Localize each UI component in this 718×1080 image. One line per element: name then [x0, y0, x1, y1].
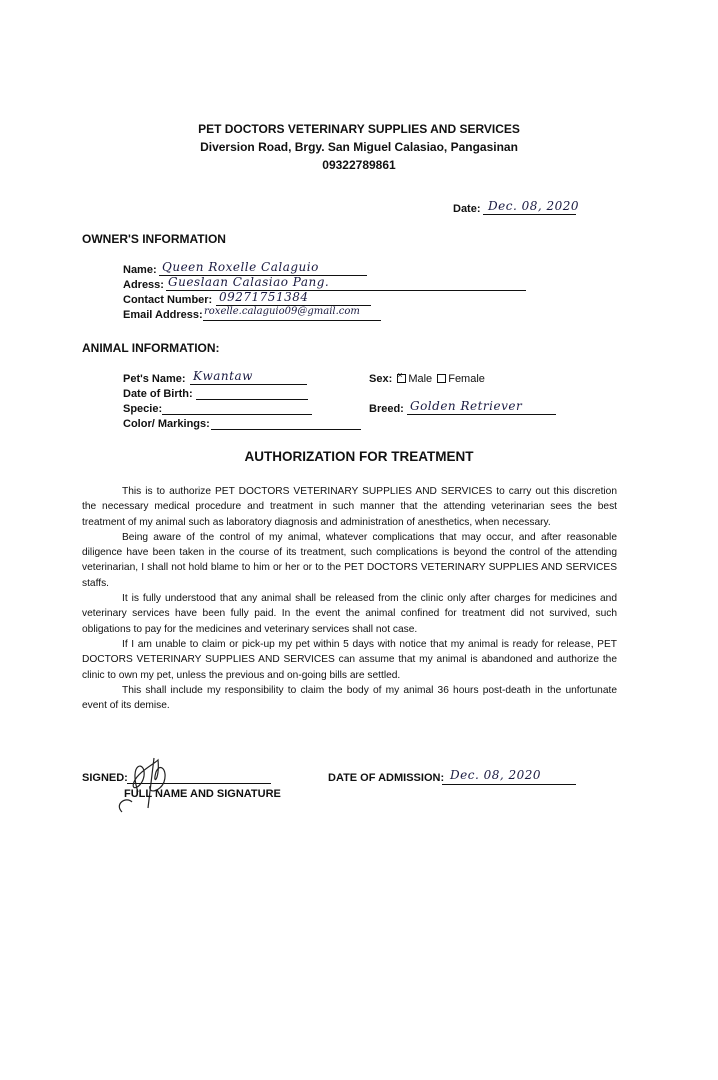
owner-email-label: Email Address: — [123, 309, 203, 321]
breed-value[interactable]: Golden Retriever — [410, 399, 523, 413]
owner-email-value[interactable]: roxelle.calaguio09@gmail.com — [204, 306, 360, 317]
breed-line — [407, 414, 556, 415]
female-option-label: Female — [448, 373, 485, 385]
authorization-paragraph: If I am unable to claim or pick-up my pet within 5 days with notice that my animal is ready for release, PET DOCTORS VETERINARY SUPPLIES AND SERVICES can assume that my animal is abandoned and authorize the clinic to own my pet, unless the previous and on-going bills are settled. — [82, 638, 617, 681]
authorization-paragraph: This is to authorize PET DOCTORS VETERINARY SUPPLIES AND SERVICES to carry out this discretion the necessary medical procedure and treatment in such manner that the attending veterinarian sees the best treatment of my animal such as laboratory diagnosis and administration of anesthetics, when necessary. — [82, 486, 617, 528]
owner-email-line — [203, 320, 381, 321]
specie-line[interactable] — [162, 414, 312, 415]
owner-contact-label: Contact Number: — [123, 294, 213, 306]
business-phone: 09322789861 — [322, 158, 396, 172]
date-label: Date: — [453, 203, 481, 215]
handwritten-signature[interactable] — [108, 752, 180, 814]
owner-address-label: Adress: — [123, 279, 164, 291]
dob-line[interactable] — [196, 399, 308, 400]
breed-label: Breed: — [369, 403, 404, 415]
admission-date-line — [442, 784, 576, 785]
female-checkbox[interactable] — [437, 374, 446, 383]
pet-name-value[interactable]: Kwantaw — [193, 369, 253, 383]
admission-date-value[interactable]: Dec. 08, 2020 — [450, 768, 542, 782]
date-value[interactable]: Dec. 08, 2020 — [488, 199, 580, 213]
animal-section-title: ANIMAL INFORMATION: — [82, 341, 220, 355]
signed-label: SIGNED: — [82, 772, 128, 784]
authorization-title: AUTHORIZATION FOR TREATMENT — [244, 449, 474, 464]
date-line — [483, 214, 576, 215]
authorization-paragraph: This shall include my responsibility to claim the body of my animal 36 hours post-death in the unfortunate event of its demise. — [82, 684, 617, 712]
pet-name-line — [190, 384, 307, 385]
owner-section-title: OWNER'S INFORMATION — [82, 232, 226, 246]
signature-caption: FULL NAME AND SIGNATURE — [124, 788, 281, 800]
color-markings-label: Color/ Markings: — [123, 418, 210, 430]
owner-contact-value[interactable]: 09271751384 — [219, 290, 309, 304]
business-name: PET DOCTORS VETERINARY SUPPLIES AND SERVICES — [198, 122, 520, 136]
business-address: Diversion Road, Brgy. San Miguel Calasiao, Pangasinan — [200, 140, 518, 154]
authorization-paragraph: Being aware of the control of my animal, whatever complications that may occur, and after reasonable diligence have been taken in the course of its treatment, such complications is beyond the control of the attending veterinarian, I shall not hold blame to him or her or to the PET DOCTORS VETERINARY SUPPLIES AND SERVICES staffs. — [82, 531, 617, 589]
owner-name-label: Name: — [123, 264, 157, 276]
authorization-body — [82, 484, 617, 713]
pet-name-label: Pet's Name: — [123, 373, 186, 385]
authorization-paragraph: It is fully understood that any animal shall be released from the clinic only after charges for medicines and veterinary services have been fully paid. In the event the animal confined for treatment did not survived, such obligations to pay for the medicines and veterinary services shall not case. — [82, 593, 617, 635]
specie-label: Specie: — [123, 403, 163, 415]
male-checkbox[interactable] — [397, 374, 406, 383]
sex-label: Sex: — [369, 373, 393, 385]
sex-field — [369, 373, 485, 385]
dob-label: Date of Birth: — [123, 388, 193, 400]
admission-date-label: DATE OF ADMISSION: — [328, 772, 445, 784]
owner-name-value[interactable]: Queen Roxelle Calaguio — [162, 260, 319, 274]
color-markings-line[interactable] — [211, 429, 361, 430]
owner-address-value[interactable]: Gueslaan Calasiao Pang. — [168, 275, 330, 289]
male-option-label: Male — [408, 373, 433, 385]
